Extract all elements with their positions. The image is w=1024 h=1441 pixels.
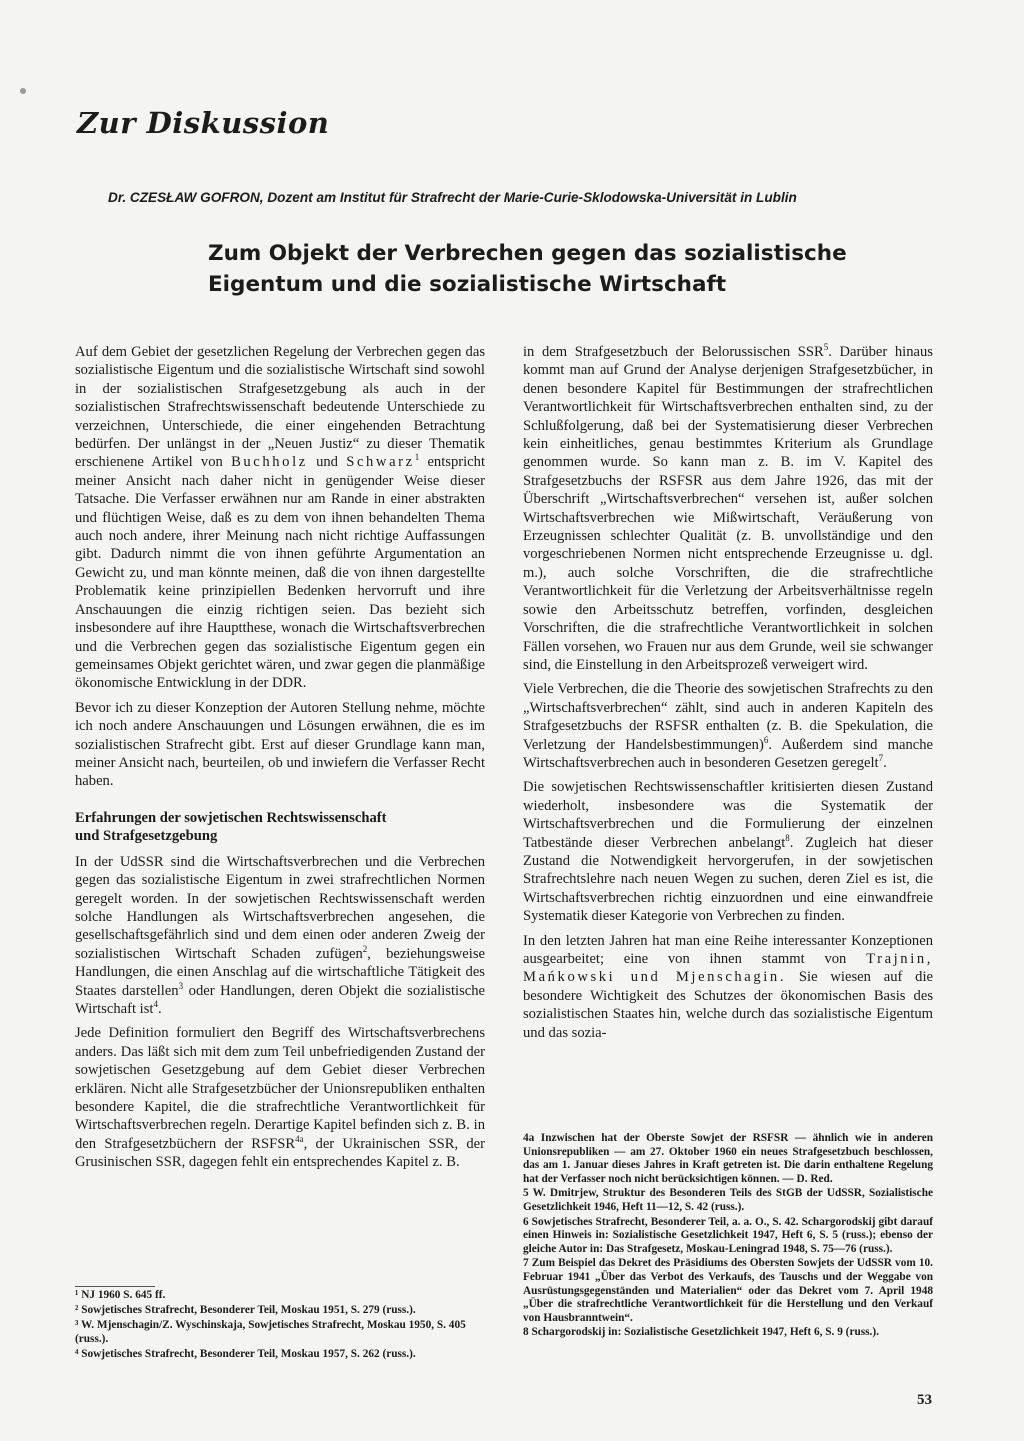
- footnote-ref: 4: [153, 999, 158, 1010]
- paragraph: In den letzten Jahren hat man eine Reihe interessanter Konzeptionen ausgearbeitet; eine von ihnen stammt von Trajnin, Mańkowski und Mjenschagin. Sie wiesen auf die besondere Wichtigkeit des Schutzes der ökonomischen Basis des sozialistischen Staates hin, welche durch das sozialistische Eigentum und das sozia-: [523, 932, 933, 1041]
- page-number: 53: [917, 1392, 932, 1408]
- right-column: [523, 343, 933, 1048]
- footnote: ¹ NJ 1960 S. 645 ff.: [75, 1289, 166, 1301]
- footnote-ref: 3: [178, 980, 184, 991]
- paragraph: Bevor ich zu dieser Konzeption der Autoren Stellung nehme, möchte ich noch andere Anschauungen und Lösungen erwähnen, die es im sozialistischen Strafrecht gibt. Erst auf dieser Grundlage kann man, meiner Ansicht nach, beurteilen, ob und inwiefern die Verfasser Recht haben.: [75, 699, 485, 790]
- author-name: Schwarz: [346, 454, 415, 471]
- footnote: 5 W. Dmitrjew, Struktur des Besonderen Teils des StGB der UdSSR, Sozialistische Gesetzlichkeit 1946, Heft 11—12, S. 42 (russ.).: [523, 1187, 933, 1213]
- footnote: 6 Sowjetisches Strafrecht, Besonderer Teil, a. a. O., S. 42. Schargorodskij gibt darauf einen Hinweis in: Sozialistische Gesetzlichkeit 1947, Heft 6, S. 5 (russ.); ebenso der gleiche Autor in: Das Strafgesetz, Moskau-Leningrad 1948, S. 75—76 (russ.).: [523, 1215, 933, 1255]
- left-column: [75, 343, 485, 1178]
- footnote: ⁴ Sowjetisches Strafrecht, Besonderer Teil, Moskau 1957, S. 262 (russ.).: [75, 1348, 416, 1360]
- footnote-ref: 8: [785, 832, 790, 843]
- footnote-ref: 5: [823, 342, 829, 353]
- footnote: ² Sowjetisches Strafrecht, Besonderer Teil, Moskau 1951, S. 279 (russ.).: [75, 1304, 416, 1316]
- paragraph: Viele Verbrechen, die die Theorie des sowjetischen Strafrechts zu den „Wirtschaftsverbrechen“ zählt, sind auch in anderen Kapiteln des Strafgesetzbuchs der RSFSR enthalten (z. B. die Spekulation, die Verletzung der Handelsbestimmungen)$^6$. Außerdem sind manche Wirtschaftsverbrechen auch in besonderen Gesetzen geregelt$^7$.: [523, 681, 933, 771]
- author-name: Buchholz: [231, 454, 308, 471]
- footnote-ref: 6: [763, 734, 769, 745]
- section-heading: Zur Diskussion: [77, 106, 330, 140]
- article-title: [208, 238, 908, 300]
- article-title-line-2: Eigentum und die sozialistische Wirtschaft: [208, 272, 727, 297]
- ink-blot: [20, 88, 26, 94]
- footnote: 8 Schargorodskij in: Sozialistische Gesetzlichkeit 1947, Heft 6, S. 9 (russ.).: [523, 1326, 879, 1339]
- author-byline: Dr. CZESŁAW GOFRON, Dozent am Institut für Strafrecht der Marie-Curie-Sklodowska-Universität in Lublin: [108, 190, 797, 205]
- paragraph: Auf dem Gebiet der gesetzlichen Regelung der Verbrechen gegen das sozialistische Eigentum und die sozialistische Wirtschaft sind sowohl in der sozialistischen Strafgesetzgebung als auch in der sozialistischen Strafrechtswissenschaft bedeutende Unterschiede zu verzeichnen, Unterschiede, die einer eingehenden Betrachtung bedürfen. Der unlängst in der „Neuen Justiz“ zu dieser Thematik erschienene Artikel von Buchholz und Schwarz$^1$ entspricht meiner Ansicht nach daher nicht in genügender Weise dieser Tatsache. Die Verfasser erwähnen nur am Rande in einer abstrakten und flüchtigen Weise, daß es zu dem von ihnen behandelten Thema auch noch andere, ihrer Meinung nach nicht richtige Auffassungen gibt. Dadurch nimmt die von ihnen geführte Argumentation an Gewicht zu, und man könnte meinen, daß die von ihnen dargestellte Problematik keine prinzipiellen Bedenken hervorruft und ihre Anschauungen die einzig richtigen seien. Das bezieht sich insbesondere auf ihre Hauptthese, wonach die Wirtschaftsverbrechen und die Verbrechen gegen das sozialistische Eigentum gegen ein gemeinsames Objekt gerichtet wären, und zwar gegen die planmäßige ökonomische Entwicklung in der DDR.: [75, 344, 486, 692]
- footnote-rule: [75, 1286, 155, 1287]
- author-names: Trajnin, Mańkowski und Mjenschagin.: [523, 951, 933, 986]
- footnotes-left: [75, 1286, 485, 1362]
- footnote-ref: 4a: [295, 1133, 304, 1144]
- footnote-ref: 2: [362, 943, 368, 954]
- article-title-line-1: Zum Objekt der Verbrechen gegen das sozialistische: [208, 241, 847, 266]
- footnote-ref: 1: [414, 452, 420, 463]
- footnote: 7 Zum Beispiel das Dekret des Präsidiums des Obersten Sowjets der UdSSR vom 10. Februar 1941 „Über das Verbot des Verkaufs, des Tauschs und der Weggabe von Ausrüstungsgegenständen und Materialien“ oder das Dekret vom 7. April 1948 „Über die strafrechtliche Verantwortlichkeit für die Herstellung und den Verkauf von Hausbranntwein“.: [523, 1257, 933, 1324]
- footnote: 4a Inzwischen hat der Oberste Sowjet der RSFSR — ähnlich wie in anderen Unionsrepubliken — am 27. Oktober 1960 ein neues Strafgesetzbuch beschlossen, das am 1. Januar dieses Jahres in Kraft getreten ist. Die darin enthaltene Regelung hat der Verfasser noch nicht berücksichtigen können. — D. Red.: [523, 1132, 933, 1185]
- paragraph: Die sowjetischen Rechtswissenschaftler kritisierten diesen Zustand wiederholt, insbesondere was die Systematik der Wirtschaftsverbrechen und die Formulierung der einzelnen Tatbestände dieser Verbrechen anbelangt$^8$. Zugleich hat dieser Zustand die Notwendigkeit hervorgerufen, in der sowjetischen Strafrechtslehre nach neuen Wegen zu suchen, deren Ziel es ist, die Wirtschaftsverbrechen richtig einzuordnen und eine einwandfreie Systematik dieser Kategorie von Verbrechen zu finden.: [523, 779, 934, 925]
- footnote-ref: 7: [878, 753, 884, 764]
- paragraph: in dem Strafgesetzbuch der Belorussischen SSR$^5$. Darüber hinaus kommt man auf Grund der Analyse derjenigen Strafgesetzbücher, in denen besondere Kapitel für Bestimmungen der strafrechtlichen Verantwortlichkeit für Wirtschaftsverbrechen enthalten sind, zu der Schlußfolgerung, daß bei der Systematisierung dieser Verbrechen kein einheitliches, genau bestimmtes Kriterium als Grundlage genommen wurde. So kann man z. B. im V. Kapitel des Strafgesetzbuchs der RSFSR aus dem Jahre 1926, das mit der Überschrift „Wirtschaftsverbrechen“ versehen ist, außer solchen Wirtschaftsverbrechen wie Mißwirtschaft, Veräußerung von Erzeugnissen schlechter Qualität (z. B. unvollständige und den vorgeschriebenen Normen nicht entsprechende Erzeugnisse u. dgl. m.), auch solche Vorschriften, die die strafrechtliche Verantwortlichkeit für die Verletzung der Arbeitsverhältnisse regeln sowie den Arbeitsschutz betreffen, vorfinden, desgleichen Vorschriften, die die strafrechtliche Verantwortlichkeit in solchen Fällen vorsehen, wo Frauen nur aus dem Grunde, weil sie schwanger sind, die Einstellung in den Arbeitsprozeß verweigert wird.: [523, 342, 933, 673]
- footnote: ³ W. Mjenschagin/Z. Wyschinskaja, Sowjetisches Strafrecht, Moskau 1950, S. 405 (russ.).: [75, 1319, 466, 1345]
- paragraph: Jede Definition formuliert den Begriff des Wirtschaftsverbrechens anders. Das läßt sich mit dem zum Teil unbefriedigenden Zustand der sowjetischen Gesetzgebung auf dem Gebiet dieser Verbrechen erklären. Nicht alle Strafgesetzbücher der Unionsrepubliken enthalten besondere Kapitel, die die strafrechtliche Verantwortlichkeit für Wirtschaftsverbrechen regeln. Derartige Kapitel befinden sich z. B. in den Strafgesetzbüchern der $RSFSR^{4a}$, der Ukrainischen SSR, der Grusinischen SSR, dagegen fehlt ein entsprechendes Kapitel z. B.: [75, 1025, 485, 1171]
- footnotes-right: [523, 1132, 933, 1341]
- subheading: Erfahrungen der sowjetischen Rechtswissenschaft und Strafgesetzgebung: [75, 809, 387, 844]
- paragraph: In der UdSSR sind die Wirtschaftsverbrechen und die Verbrechen gegen das sozialistische Eigentum in zwei strafrechtlichen Normen geregelt worden. In der sowjetischen Rechtswissenschaft werden solche Handlungen als Wirtschaftsverbrechen angesehen, die gesellschaftsgefährlich sind und dem einen oder anderen Zweig der sozialistischen Wirtschaft Schaden zufügen$^2$, beziehungsweise Handlungen, die einen Anschlag auf die wirtschaftliche Tätigkeit des Staates darstellen$^3$ oder Handlungen, deren Objekt die sozialistische Wirtschaft ist$^4$.: [75, 853, 485, 1017]
